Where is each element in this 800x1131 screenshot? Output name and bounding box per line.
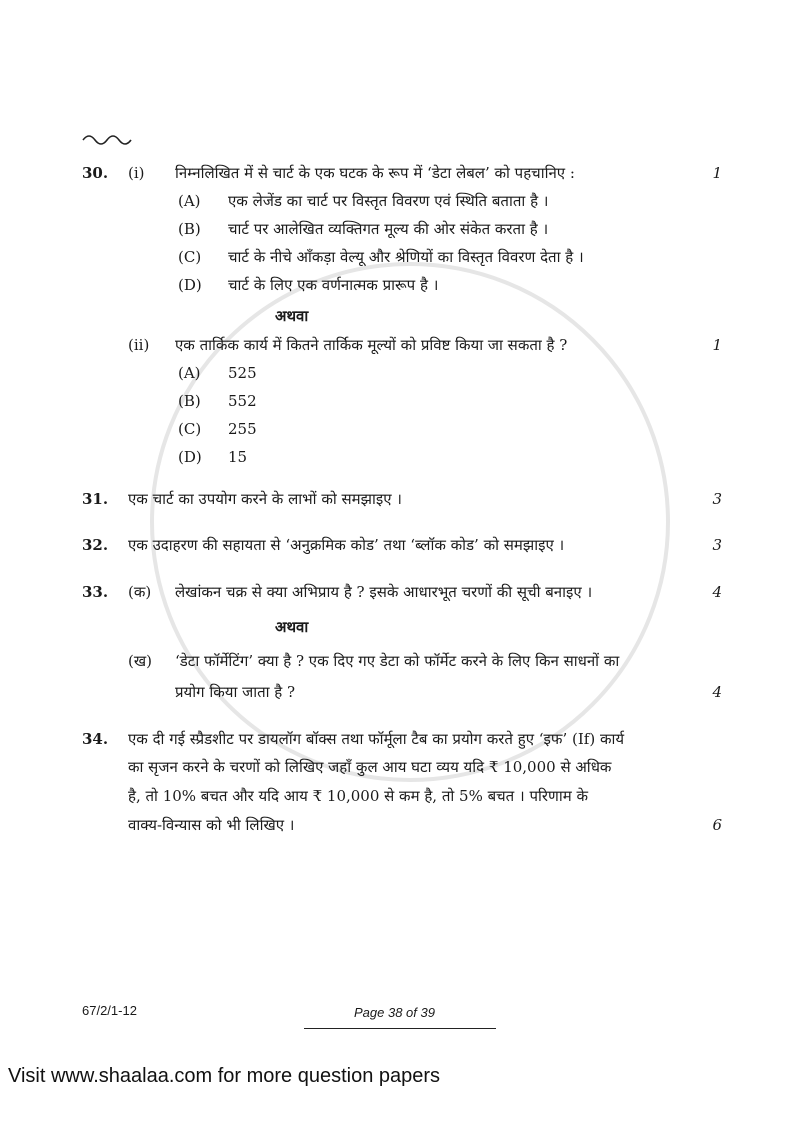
option-label: (C) [178, 248, 202, 266]
question-33 [82, 582, 722, 702]
option-text: 15 [228, 448, 248, 466]
part-label: (ii) [128, 336, 150, 354]
marks: 1 [712, 336, 722, 354]
question-text: का सृजन करने के चरणों को लिखिए जहाँ कुल आय घटा व्यय यदि ₹ 10,000 से अधिक [128, 758, 612, 776]
option-label: (C) [178, 420, 202, 438]
footer-rule [304, 1028, 496, 1029]
option-text: 525 [228, 364, 257, 382]
question-text: एक चार्ट का उपयोग करने के लाभों को समझाइए । [128, 490, 402, 508]
option-label: (B) [178, 392, 201, 410]
paper-code: 67/2/1-12 [82, 1003, 137, 1018]
question-number: 31. [82, 490, 109, 508]
or-divider: अथवा [275, 307, 309, 325]
question-text: है, तो 10% बचत और यदि आय ₹ 10,000 से कम है, तो 5% बचत । परिणाम के [128, 787, 588, 805]
question-text: लेखांकन चक्र से क्या अभिप्राय है ? इसके आधारभूत चरणों की सूची बनाइए । [175, 583, 593, 601]
site-banner: Visit www.shaalaa.com for more question papers [8, 1065, 441, 1087]
option-label: (D) [178, 276, 202, 294]
question-30 [82, 163, 722, 467]
question-body [128, 163, 722, 467]
option-label: (A) [178, 364, 201, 382]
part-label: (i) [128, 164, 145, 182]
marks: 6 [712, 816, 722, 834]
question-number: 34. [82, 730, 109, 748]
option-text: 552 [228, 392, 257, 410]
question-number: 32. [82, 536, 109, 554]
part-label: (क) [128, 583, 152, 601]
question-text: एक उदाहरण की सहायता से ‘अनुक्रमिक कोड’ तथा ‘ब्लॉक कोड’ को समझाइए । [128, 536, 565, 554]
question-31 [82, 489, 722, 509]
part-label: (ख) [128, 652, 152, 670]
option-text: एक लेजेंड का चार्ट पर विस्तृत विवरण एवं स्थिति बताता है । [228, 192, 549, 210]
question-34 [82, 729, 722, 835]
marks: 1 [712, 164, 722, 182]
question-number: 33. [82, 583, 109, 601]
option-text: चार्ट के लिए एक वर्णनात्मक प्रारूप है । [228, 276, 439, 294]
question-text: वाक्य-विन्यास को भी लिखिए । [128, 816, 295, 834]
marks: 3 [712, 536, 722, 554]
marks: 3 [712, 490, 722, 508]
continuation-squiggle-icon [82, 132, 138, 146]
or-divider: अथवा [275, 618, 309, 636]
question-list [82, 163, 722, 835]
marks: 4 [712, 583, 722, 601]
option-text: चार्ट के नीचे आँकड़ा वेल्यू और श्रेणियों का विस्तृत विवरण देता है । [228, 248, 584, 266]
question-number: 30. [82, 164, 109, 182]
question-text: एक दी गई स्प्रैडशीट पर डायलॉग बॉक्स तथा फॉर्मूला टैब का प्रयोग करते हुए ‘इफ’ (If) कार्य [128, 730, 625, 748]
question-text: ‘डेटा फॉर्मेटिंग’ क्या है ? एक दिए गए डेटा को फॉर्मेट करने के लिए किन साधनों का [175, 652, 620, 670]
marks: 4 [712, 683, 722, 701]
question-text: निम्नलिखित में से चार्ट के एक घटक के रूप में ‘डेटा लेबल’ को पहचानिए : [175, 164, 575, 182]
option-label: (D) [178, 448, 202, 466]
question-text: प्रयोग किया जाता है ? [175, 683, 296, 701]
question-32 [82, 535, 722, 555]
option-text: चार्ट पर आलेखित व्यक्तिगत मूल्य की ओर संकेत करता है । [228, 220, 549, 238]
page-number: Page 38 of 39 [354, 1005, 435, 1020]
option-label: (A) [178, 192, 201, 210]
option-text: 255 [228, 420, 257, 438]
option-label: (B) [178, 220, 201, 238]
question-text: एक तार्किक कार्य में कितने तार्किक मूल्यों को प्रविष्ट किया जा सकता है ? [175, 336, 568, 354]
